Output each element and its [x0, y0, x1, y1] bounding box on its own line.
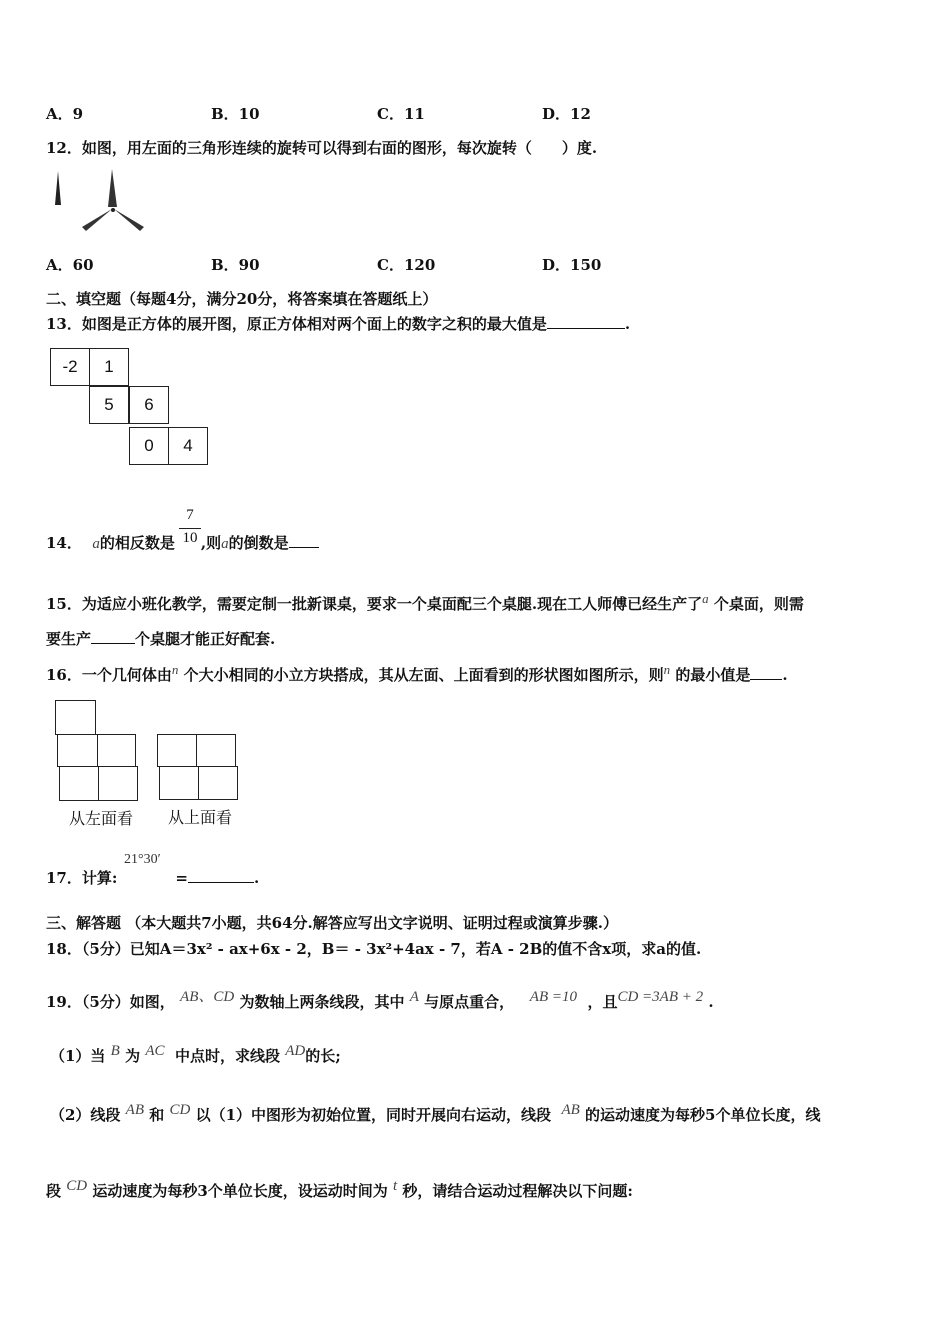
q12-option-c: C．120 — [377, 256, 436, 274]
fraction-numerator: 7 — [186, 507, 194, 523]
caption-left-view: 从左面看 — [69, 809, 134, 828]
q19-part-1: （1）当 $^B$ 为 $^{AC}$ 中点时，求线段 $^{AD}$的长; — [50, 1043, 341, 1065]
net-cell: 5 — [89, 386, 129, 424]
q13-text: 13．如图是正方体的展开图，原正方体相对两个面上的数字之积的最大值是 . — [46, 315, 631, 333]
q16-text: 16．一个几何体由$^n$ 个大小相同的小立方块搭成，其从左面、上面看到的形状图如图所示，则$^n$ 的最小值是 . — [46, 662, 788, 684]
single-triangle-icon — [55, 171, 61, 205]
q11-option-a: A．9 — [46, 105, 84, 123]
answer-blank — [750, 665, 782, 680]
q11-option-c: C．11 — [377, 105, 425, 123]
pinwheel-blade-right — [114, 209, 144, 231]
q12-option-d: D．150 — [542, 256, 602, 274]
q19-text: 19．（5分）如图， $^{AB、CD}$ 为数轴上两条线段，其中 $^A$ 与原点重合， $^{AB =10}$ ，且$^{CD =3AB + 2}$ . — [46, 989, 714, 1011]
section-2-heading: 二、填空题（每题4分，满分20分，将答案填在答题纸上） — [46, 290, 438, 308]
q11-option-b: B．10 — [211, 105, 260, 123]
q15-line-1: 15．为适应小班化教学，需要定制一批新课桌，要求一个桌面配三个桌腿.现在工人师傅已经生产了$^a$ 个桌面，则需 — [46, 591, 804, 613]
answer-blank — [289, 533, 319, 548]
q12-option-a: A．60 — [46, 256, 94, 274]
fraction-bar — [179, 528, 201, 529]
net-cell: -2 — [50, 348, 90, 386]
q17-text: 17．计算: = . — [46, 869, 260, 887]
q14-text: 14． a的相反数是 ,则a的倒数是 — [46, 532, 319, 553]
caption-top-view: 从上面看 — [168, 808, 233, 827]
answer-blank — [188, 868, 254, 883]
pinwheel-blade-left — [82, 209, 112, 231]
q15-line-2: 要生产 个桌腿才能正好配套. — [46, 630, 276, 648]
q19-part-2-line-1: （2）线段 $^{AB}$ 和 $^{CD}$ 以（1）中图形为初始位置，同时开展向右运动，线段 $^{AB}$ 的运动速度为每秒5个单位长度，线 — [50, 1102, 821, 1124]
q12-text: 12．如图，用左面的三角形连续的旋转可以得到右面的图形，每次旋转（ ）度. — [46, 139, 598, 157]
net-cell: 1 — [89, 348, 129, 386]
rotation-figure — [46, 165, 161, 233]
q12-option-b: B．90 — [211, 256, 260, 274]
q19-part-2-line-2: 段 $^{CD}$ 运动速度为每秒3个单位长度，设运动时间为 $^t$ 秒，请结合运动过程解决以下问题: — [46, 1178, 633, 1200]
q11-option-d: D．12 — [542, 105, 591, 123]
q17-expression: 21°30′ — [124, 852, 161, 867]
section-3-heading: 三、解答题 （本大题共7小题，共64分.解答应写出文字说明、证明过程或演算步骤.） — [46, 914, 618, 932]
net-cell: 4 — [168, 427, 208, 465]
answer-blank — [547, 314, 625, 329]
net-cell: 0 — [129, 427, 169, 465]
answer-blank — [91, 629, 135, 644]
net-cell: 6 — [129, 386, 169, 424]
fraction-denominator: 10 — [182, 530, 198, 546]
q18-text: 18．（5分）已知A＝3x² - ax+6x - 2，B＝ - 3x²+4ax - 7，若A - 2B的值不含x项，求a的值. — [46, 940, 702, 958]
pinwheel-blade-up — [108, 169, 117, 207]
